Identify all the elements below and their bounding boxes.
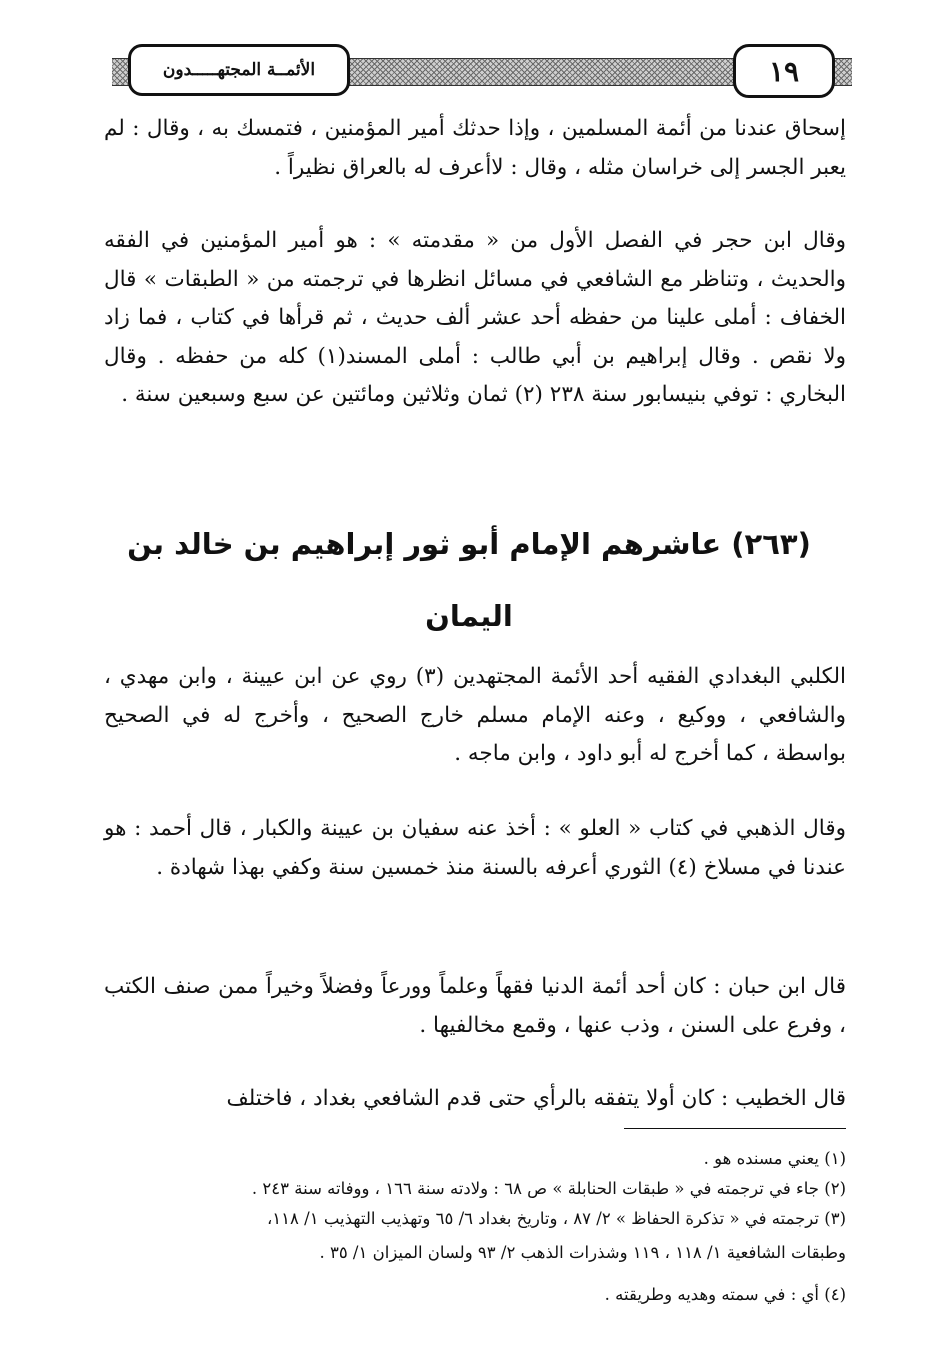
paragraph-dhahabi: وقال الذهبي في كتاب « العلو » : أخذ عنه سفيان بن عيينة والكبار ، قال أحمد : هو عندنا في مسلاخ (٤) الثوري أعرفه بالسنة منذ خمسين سنة وكفي بهذا شهادة . <box>104 816 846 880</box>
footnote-divider <box>624 1128 846 1129</box>
section-heading-abu-thawr: (٢٦٣) عاشرهم الإمام أبو ثور إبراهيم بن خالد بن اليمان <box>127 527 811 633</box>
footnote-3-continued: وطبقات الشافعية ١/ ١١٨ ، ١١٩ وشذرات الذهب ٢/ ٩٣ ولسان الميزان ١/ ٣٥ . <box>319 1243 846 1262</box>
page-number: ١٩ <box>733 44 835 98</box>
footnote-4: (٤) أي : في سمته وهديه وطريقته . <box>604 1285 846 1304</box>
paragraph-ibn-hibban: قال ابن حبان : كان أحد أئمة الدنيا فقهاً وعلماً وورعاً وفضلاً وخيراً ممن صنف الكتب ، وفرع على السنن ، وذب عنها ، وقمع مخالفيها . <box>104 974 846 1038</box>
footnote-1: (١) يعني مسنده هو . <box>703 1149 846 1168</box>
paragraph-ibn-hajar: وقال ابن حجر في الفصل الأول من « مقدمته » : هو أمير المؤمنين في الفقه والحديث ، وتناظر مع الشافعي في مسائل انظرها في ترجمته من « الطبقات » قال الخفاف : أملى علينا من حفظه أحد عشر ألف حديث ، ثم قرأها في كتاب ، فما زاد ولا نقص . وقال إبراهيم بن أبي طالب : أملى المسند(١) كله من حفظه . وقال البخاري : توفي بنيسابور سنة ٢٣٨ (٢) ثمان وثلاثين ومائتين عن سبع وسبعين سنة . <box>104 228 846 407</box>
footnote-2: (٢) جاء في ترجمته في « طبقات الحنابلة » ص ٦٨ : ولادته سنة ١٦٦ ، ووفاته سنة ٢٤٣ . <box>251 1179 846 1198</box>
running-title: الأئمــة المجتهـــــدون <box>128 44 350 96</box>
paragraph-ishaq-continuation: إسحاق عندنا من أئمة المسلمين ، وإذا حدثك أمير المؤمنين ، فتمسك به ، وقال : لم يعبر الجسر إلى خراسان مثله ، وقال : لاأعرف له بالعراق نظيراً . <box>104 116 846 180</box>
paragraph-khatib: قال الخطيب : كان أولا يتفقه بالرأي حتى قدم الشافعي بغداد ، فاختلف <box>226 1086 846 1111</box>
paragraph-biography: الكلبي البغدادي الفقيه أحد الأئمة المجتهدين (٣) روي عن ابن عيينة ، وابن مهدي ، والشافعي ، ووكيع ، وعنه الإمام مسلم خارج الصحيح ، وأخرج له في الصحيح بواسطة ، كما أخرج له أبو داود ، وابن ماجه . <box>104 664 846 766</box>
footnote-3: (٣) ترجمته في « تذكرة الحفاظ » ٢/ ٨٧ ، وتاريخ بغداد ٦/ ٦٥ وتهذيب التهذيب ١/ ١١٨، <box>266 1209 846 1228</box>
